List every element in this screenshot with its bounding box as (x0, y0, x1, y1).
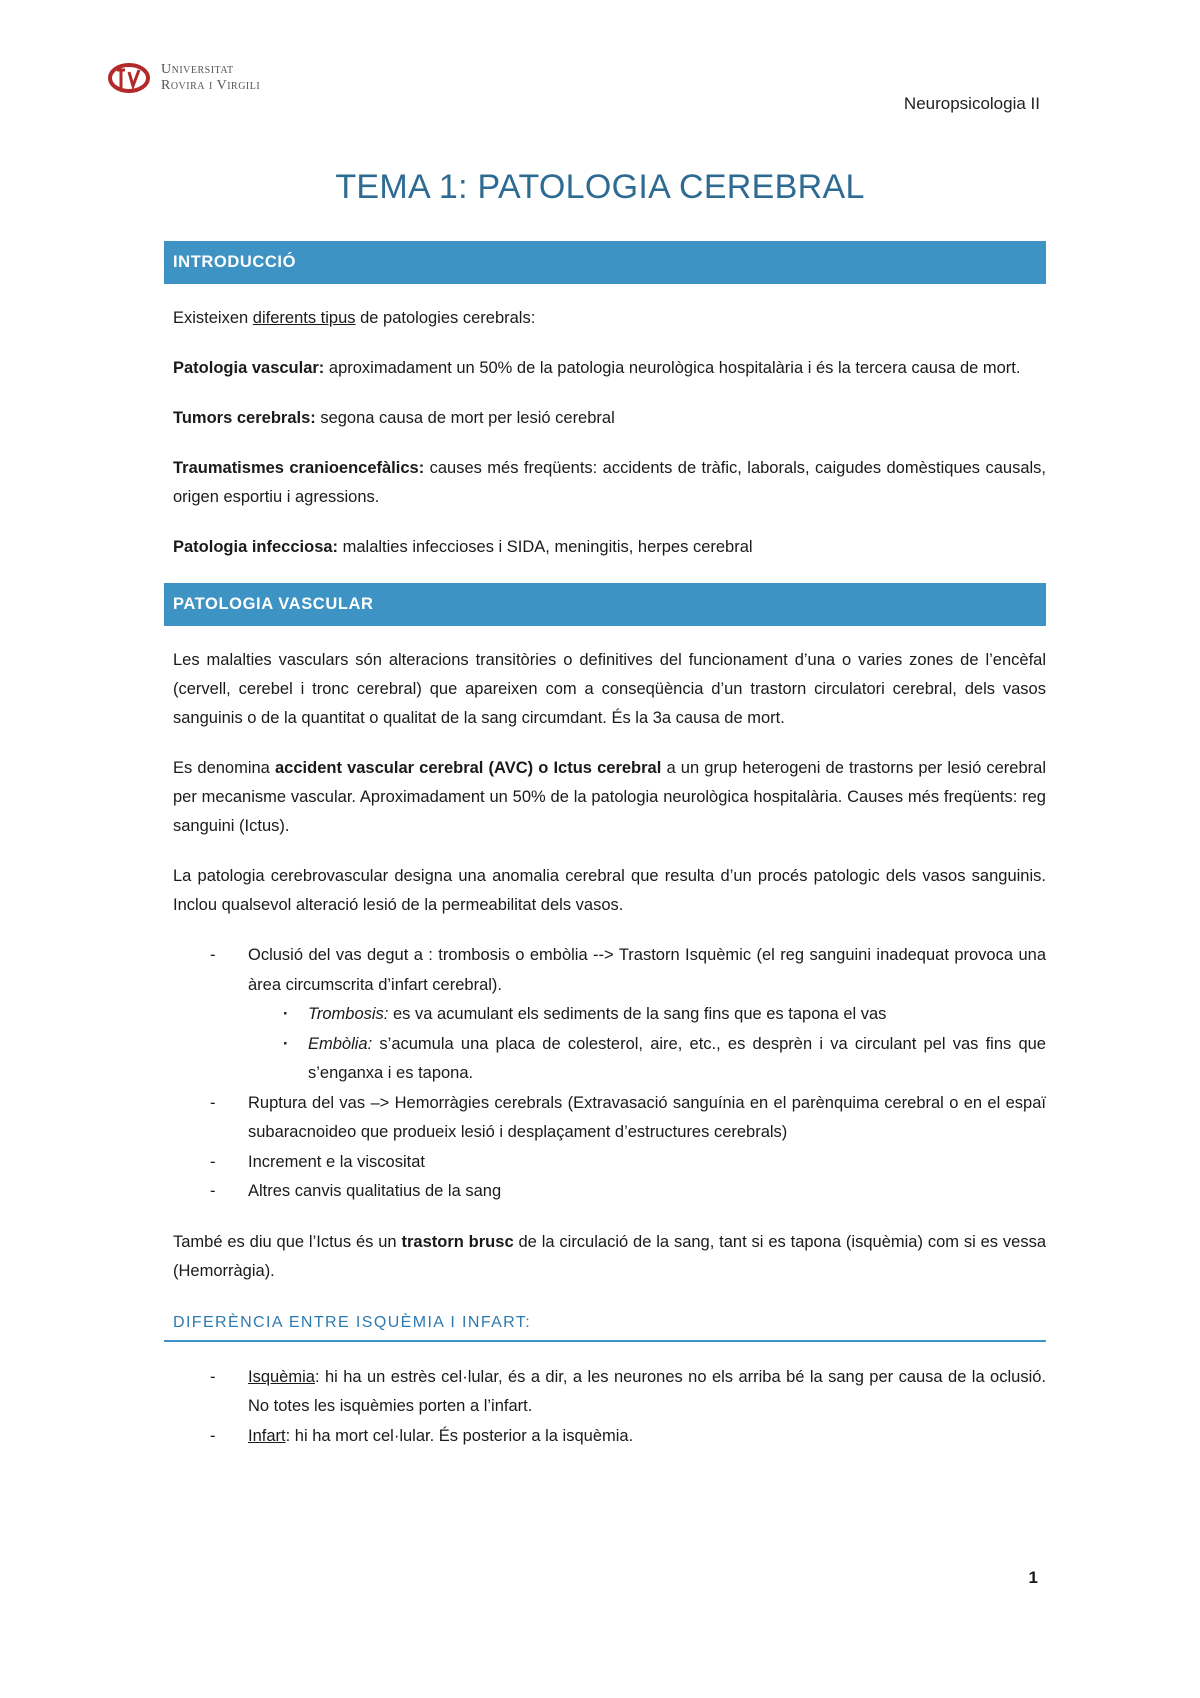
tumors-definition: Tumors cerebrals: segona causa de mort per lesió cerebral (173, 409, 615, 427)
list-item: - Infart: hi ha mort cel·lular. És posterior a la isquèmia. (164, 1422, 1046, 1452)
list-item: · Trombosis: es va acumulant els sediments de la sang fins que es tapona el vas (164, 1000, 1046, 1030)
logo-line-2: Rovira i Virgili (161, 78, 261, 93)
urv-logo-icon (107, 60, 153, 96)
vascular-paragraph-3: La patologia cerebrovascular designa una anomalia cerebral que resulta d’un procés patologic dels vasos sanguinis. Inclou qualsevol alteració lesió de la permeabilitat dels vasos. (173, 867, 1046, 914)
sub-list (164, 1000, 1046, 1089)
list-item: - Altres canvis qualitatius de la sang (164, 1177, 1046, 1207)
vascular-paragraph-2: Es denomina accident vascular cerebral (AVC) o Ictus cerebral a un grup heterogeni de trastorns per lesió cerebral per mecanisme vascular. Aproximadament un 50% de la patologia neurològica hospitalària. Causes més freqüents: reg sanguini (Ictus). (173, 759, 1046, 835)
intro-paragraph: Existeixen diferents tipus de patologies cerebrals: (173, 309, 536, 327)
list-item: - Oclusió del vas degut a : trombosis o embòlia --> Trastorn Isquèmic (el reg sanguini inadequat provoca una àrea circumscrita d’infart cerebral). · Trombosis: es va acumulant els sediments de la sang fins que es tapona el vas · Embòlia: s’acumula una placa de colesterol, aire, etc., es desprèn i va circulant pel vas fins que s’enganxa i es tapona. (164, 941, 1046, 1089)
logo-line-1: Universitat (161, 62, 234, 77)
vascular-paragraph-1: Les malalties vasculars són alteracions transitòries o definitives del funcionament d’una o varies zones de l’encèfal (cervell, cerebel i tronc cerebral) que apareixen com a conseqüència d’un trastorn circulatori cerebral, dels vasos sanguinis o de la quantitat o qualitat de la sang circumdant. És la 3a causa de mort. (173, 651, 1046, 727)
course-name: Neuropsicologia II (903, 94, 1040, 113)
vascular-paragraph-4: També es diu que l’Ictus és un trastorn brusc de la circulació de la sang, tant si es tapona (isquèmia) com si es vessa (Hemorràgia). (173, 1232, 1047, 1280)
list-item: - Increment e la viscositat (164, 1148, 1046, 1178)
section-heading-intro: INTRODUCCIÓ (164, 241, 1046, 284)
document-body (164, 241, 1046, 1451)
section-heading-vascular: PATOLOGIA VASCULAR (164, 583, 1046, 626)
diff-list (164, 1363, 1046, 1452)
logo-text (161, 62, 260, 94)
page-number: 1 (1028, 1568, 1038, 1587)
list-item: - Ruptura del vas –> Hemorràgies cerebrals (Extravasació sanguínia en el parènquima cerebral o en el espaï subaracnoideo que produeix lesió i desplaçament d’estructures cerebrals) (164, 1089, 1046, 1148)
trauma-definition: Traumatismes cranioencefàlics: causes més freqüents: accidents de tràfic, laborals, caigudes domèstiques causals, origen esportiu i agressions. (173, 459, 1046, 506)
list-item: - Isquèmia: hi ha un estrès cel·lular, és a dir, a les neurones no els arriba bé la sang per causa de la oclusió. No totes les isquèmies porten a l’infart. (164, 1363, 1046, 1422)
infectious-definition: Patologia infecciosa: malalties infeccioses i SIDA, meningitis, herpes cerebral (173, 538, 753, 556)
university-logo (107, 60, 260, 96)
vascular-causes-list (164, 941, 1046, 1207)
subsection-heading-diff: DIFERÈNCIA ENTRE ISQUÈMIA I INFART: (164, 1314, 1046, 1342)
vascular-definition: Patologia vascular: aproximadament un 50% de la patologia neurològica hospitalària i és la tercera causa de mort. (173, 359, 1021, 377)
page-title: TEMA 1: PATOLOGIA CEREBRAL (335, 168, 865, 206)
list-item: · Embòlia: s’acumula una placa de colesterol, aire, etc., es desprèn i va circulant pel vas fins que s’enganxa i es tapona. (164, 1030, 1046, 1089)
